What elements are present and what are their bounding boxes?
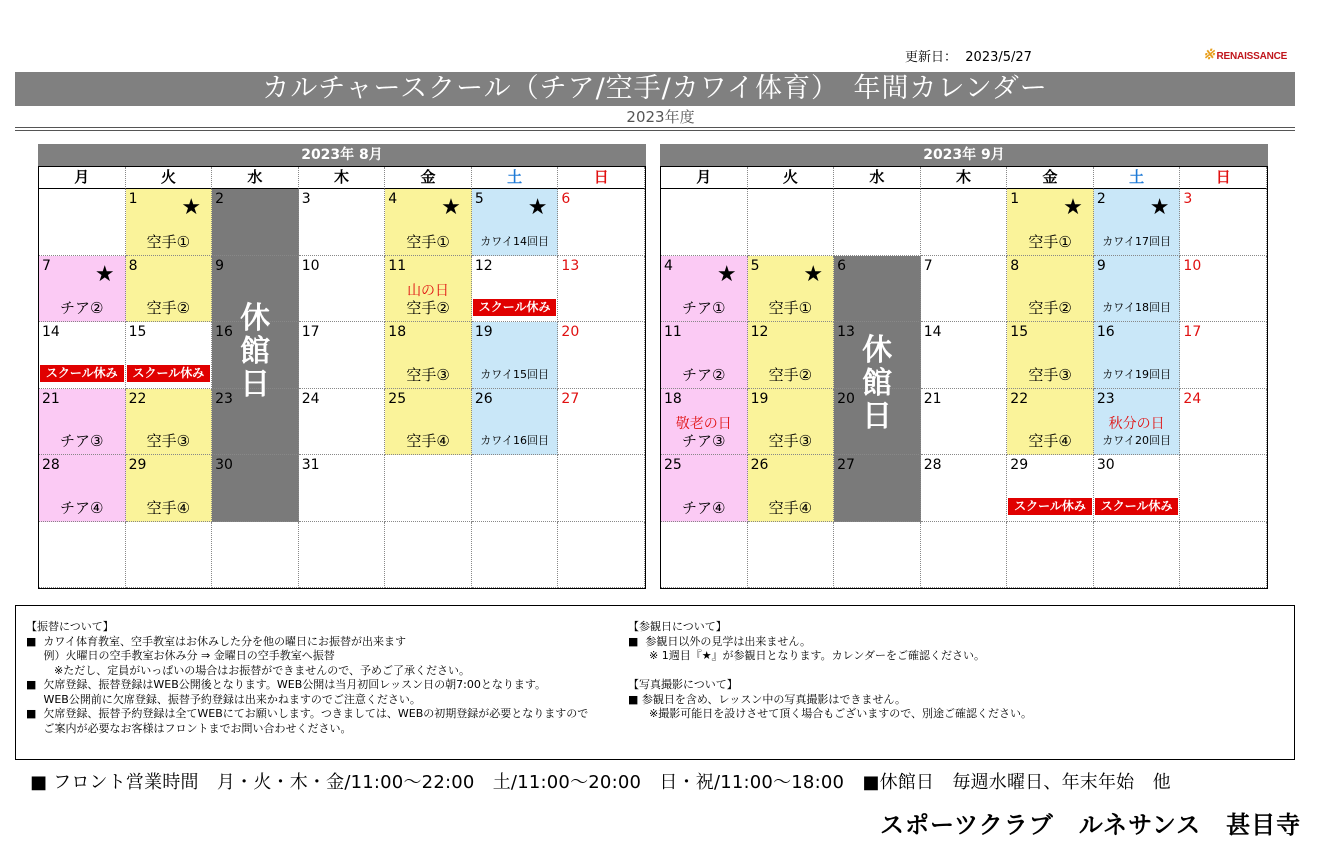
day-number: 10 bbox=[1183, 257, 1202, 274]
day-number: 27 bbox=[837, 457, 855, 473]
lesson-label: 空手④ bbox=[768, 498, 813, 517]
calendar-day-cell bbox=[472, 455, 559, 522]
calendar-month-title: 2023年 8月 bbox=[38, 144, 646, 166]
weekday-header: 火 bbox=[126, 167, 213, 189]
calendar-day-cell bbox=[748, 256, 835, 323]
day-number: 1 bbox=[128, 191, 138, 207]
lesson-label: 空手③ bbox=[768, 432, 813, 450]
day-number: 7 bbox=[923, 257, 933, 274]
day-number: 20 bbox=[561, 324, 580, 340]
lesson-label: 空手② bbox=[406, 299, 450, 317]
note-line: 【振替について】 bbox=[26, 620, 114, 633]
calendar-day-cell bbox=[126, 455, 213, 522]
page-title: カルチャースクール（チア/空手/カワイ体育） 年間カレンダー bbox=[15, 72, 1295, 106]
calendar-day-cell bbox=[748, 189, 835, 256]
lesson-label: 空手③ bbox=[146, 432, 191, 450]
day-number: 18 bbox=[664, 390, 682, 407]
note-line: 【参観日について】 bbox=[628, 620, 727, 633]
lesson-label: チア④ bbox=[60, 498, 104, 517]
updated-date: 更新日： 2023/5/27 bbox=[905, 50, 1032, 65]
note-line: ※ 1週目『★』が参観日となります。カレンダーをご確認ください。 bbox=[628, 649, 985, 662]
day-number: 18 bbox=[388, 324, 407, 340]
calendar-day-cell bbox=[1180, 322, 1267, 389]
lesson-label: 空手④ bbox=[406, 432, 450, 450]
day-number: 23 bbox=[215, 390, 233, 407]
school-off-badge: スクール休み bbox=[1008, 498, 1092, 515]
day-number: 27 bbox=[561, 390, 580, 407]
calendar-day-cell bbox=[748, 522, 835, 589]
note-line: ※撮影可能日を設けさせて頂く場合もございますので、別途ご確認ください。 bbox=[628, 707, 1032, 720]
calendar-day-cell bbox=[385, 256, 472, 323]
lesson-label: 空手② bbox=[768, 365, 813, 384]
day-number: 9 bbox=[1096, 257, 1106, 274]
calendar-august bbox=[38, 144, 646, 589]
day-number: 29 bbox=[128, 457, 147, 473]
closed-day-label bbox=[857, 334, 897, 433]
calendar-day-cell bbox=[126, 522, 213, 589]
day-number: 11 bbox=[388, 257, 407, 274]
day-number: 5 bbox=[474, 191, 484, 207]
school-off-badge: スクール休み bbox=[473, 299, 557, 316]
calendar-day-cell bbox=[1094, 522, 1181, 589]
closed-day-char: 日 bbox=[240, 367, 271, 402]
calendar-day-cell bbox=[1180, 455, 1267, 522]
weekday-header: 月 bbox=[661, 167, 748, 189]
weekday-header: 木 bbox=[299, 167, 386, 189]
open-house-star-icon: ★ bbox=[1149, 195, 1170, 220]
renaissance-logo: ※ RENAISSANCE bbox=[1203, 46, 1288, 62]
day-number: 24 bbox=[1183, 390, 1202, 407]
lesson-label: 空手① bbox=[768, 299, 813, 317]
weekday-header: 日 bbox=[558, 167, 645, 189]
open-house-star-icon: ★ bbox=[441, 195, 461, 220]
weekday-header: 月 bbox=[39, 167, 126, 189]
calendar-day-cell bbox=[1180, 522, 1267, 589]
day-number: 17 bbox=[301, 324, 320, 340]
day-number: 15 bbox=[128, 324, 147, 340]
calendar-day-cell bbox=[39, 322, 126, 389]
calendar-day-cell bbox=[661, 522, 748, 589]
day-number: 4 bbox=[388, 191, 398, 207]
day-number: 8 bbox=[128, 257, 138, 274]
lesson-label: チア② bbox=[60, 299, 104, 317]
note-line: ■ カワイ体育教室、空手教室はお休みした分を他の曜日にお振替が出来ます bbox=[26, 634, 407, 648]
calendar-day-cell bbox=[299, 322, 386, 389]
calendar-day-cell bbox=[1094, 455, 1181, 522]
day-number: 4 bbox=[664, 257, 673, 274]
calendar-day-cell bbox=[834, 189, 921, 256]
lesson-label: カワイ15回目 bbox=[480, 367, 549, 381]
note-line: ご案内が必要なお客様はフロントまでお問い合わせください。 bbox=[26, 721, 352, 735]
calendar-day-cell bbox=[558, 455, 645, 522]
day-number: 2 bbox=[1096, 191, 1106, 207]
calendar-day-cell bbox=[748, 322, 835, 389]
weekday-header: 水 bbox=[212, 167, 299, 189]
day-number: 17 bbox=[1183, 324, 1202, 340]
day-number: 31 bbox=[301, 457, 320, 473]
calendar-day-cell bbox=[1007, 322, 1094, 389]
calendar-day-cell bbox=[126, 322, 213, 389]
calendar-day-cell bbox=[39, 455, 126, 522]
weekday-header: 土 bbox=[1094, 167, 1181, 189]
calendar-day-cell bbox=[834, 522, 921, 589]
day-number: 13 bbox=[837, 324, 855, 340]
calendar-day-cell bbox=[39, 389, 126, 456]
calendar-day-cell bbox=[748, 455, 835, 522]
calendar-day-cell bbox=[661, 455, 748, 522]
weekday-header: 金 bbox=[385, 167, 472, 189]
notes-left-column bbox=[26, 620, 588, 736]
day-number: 9 bbox=[215, 257, 225, 274]
calendar-day-cell bbox=[472, 322, 559, 389]
calendar-day-cell bbox=[385, 322, 472, 389]
calendar-day-cell bbox=[834, 256, 921, 323]
day-number: 21 bbox=[42, 390, 60, 407]
calendar-day-cell bbox=[472, 256, 559, 323]
calendar-day-cell bbox=[472, 522, 559, 589]
holiday-label: 秋分の日 bbox=[1108, 415, 1165, 432]
day-number: 13 bbox=[561, 257, 580, 274]
lesson-label: カワイ18回目 bbox=[1102, 301, 1171, 314]
lesson-label: チア① bbox=[682, 299, 726, 317]
club-name: スポーツクラブ ルネサンス 甚目寺 bbox=[880, 811, 1302, 839]
lesson-label: 空手① bbox=[146, 232, 191, 251]
day-number: 29 bbox=[1010, 457, 1029, 473]
calendar-grid bbox=[660, 166, 1268, 589]
divider bbox=[15, 130, 1295, 131]
calendar-day-cell bbox=[299, 455, 386, 522]
calendar-day-cell bbox=[299, 256, 386, 323]
note-line: 例）火曜日の空手教室お休み分 ⇒ 金曜日の空手教室へ振替 bbox=[26, 649, 335, 662]
day-number: 30 bbox=[215, 457, 233, 473]
notes-box bbox=[15, 605, 1295, 760]
calendar-day-cell bbox=[661, 256, 748, 323]
calendar-day-cell bbox=[1007, 522, 1094, 589]
day-number: 21 bbox=[923, 390, 942, 407]
calendar-day-cell bbox=[558, 389, 645, 456]
calendar-day-cell bbox=[1180, 256, 1267, 323]
open-house-star-icon: ★ bbox=[716, 261, 737, 287]
note-line: 【写真撮影について】 bbox=[628, 678, 738, 691]
open-house-star-icon: ★ bbox=[94, 261, 115, 287]
lesson-label: チア② bbox=[682, 365, 726, 384]
calendar-day-cell bbox=[385, 455, 472, 522]
calendar-day-cell bbox=[472, 389, 559, 456]
lesson-label: 空手③ bbox=[406, 365, 450, 384]
lesson-label: 空手④ bbox=[1028, 432, 1072, 450]
day-number: 25 bbox=[664, 457, 682, 473]
front-desk-hours: ■ フロント営業時間 月・火・木・金/11:00〜22:00 土/11:00〜20:00 日・祝/11:00〜18:00 ■休館日 毎週水曜日、年末年始 他 bbox=[30, 772, 1171, 793]
holiday-label: 敬老の日 bbox=[675, 415, 732, 432]
closed-day-char: 館 bbox=[862, 366, 893, 401]
calendar-grid bbox=[38, 166, 646, 589]
note-line: ■ 参観日を含め、レッスン中の写真撮影はできません。 bbox=[628, 692, 906, 706]
open-house-star-icon: ★ bbox=[527, 195, 548, 220]
weekday-header: 土 bbox=[472, 167, 559, 189]
closed-day-char: 日 bbox=[862, 399, 893, 434]
day-number: 26 bbox=[750, 457, 769, 473]
day-number: 12 bbox=[474, 257, 493, 274]
note-line bbox=[628, 664, 1032, 679]
calendar-day-cell bbox=[385, 522, 472, 589]
day-number: 1 bbox=[1010, 191, 1020, 207]
day-number: 23 bbox=[1096, 390, 1115, 407]
lesson-label: 空手① bbox=[1028, 232, 1072, 251]
day-number: 10 bbox=[301, 257, 320, 274]
calendar-day-cell bbox=[212, 455, 299, 522]
weekday-header: 木 bbox=[921, 167, 1008, 189]
day-number: 19 bbox=[474, 324, 493, 340]
calendar-day-cell bbox=[212, 522, 299, 589]
calendar-day-cell bbox=[1007, 256, 1094, 323]
day-number: 22 bbox=[128, 390, 147, 407]
day-number: 30 bbox=[1096, 457, 1115, 473]
lesson-label: 空手③ bbox=[1028, 365, 1072, 384]
calendar-day-cell bbox=[126, 389, 213, 456]
calendar-day-cell bbox=[558, 256, 645, 323]
calendar-day-cell bbox=[1094, 322, 1181, 389]
day-number: 2 bbox=[215, 191, 225, 207]
closed-day-label bbox=[235, 302, 275, 401]
open-house-star-icon: ★ bbox=[181, 195, 202, 220]
day-number: 16 bbox=[215, 324, 233, 340]
calendar-day-cell bbox=[921, 389, 1008, 456]
holiday-label: 山の日 bbox=[407, 282, 450, 299]
day-number: 14 bbox=[923, 324, 942, 340]
day-number: 7 bbox=[42, 257, 51, 274]
day-number: 25 bbox=[388, 390, 407, 407]
calendar-day-cell bbox=[299, 389, 386, 456]
open-house-star-icon: ★ bbox=[1063, 195, 1083, 220]
calendar-day-cell bbox=[1007, 455, 1094, 522]
closed-day-char: 休 bbox=[240, 301, 271, 336]
note-line: ■ 欠席登録、振替登録はWEB公開後となります。WEB公開は当月初回レッスン日の朝7:00となります。 bbox=[26, 678, 546, 691]
calendar-day-cell bbox=[385, 389, 472, 456]
calendar-day-cell bbox=[558, 322, 645, 389]
calendar-day-cell bbox=[661, 389, 748, 456]
school-off-badge: スクール休み bbox=[127, 365, 211, 382]
day-number: 28 bbox=[923, 457, 942, 473]
weekday-header: 水 bbox=[834, 167, 921, 189]
school-off-badge: スクール休み bbox=[1095, 498, 1179, 515]
calendar-day-cell bbox=[126, 256, 213, 323]
calendar-day-cell bbox=[661, 189, 748, 256]
calendar-day-cell bbox=[299, 189, 386, 256]
day-number: 6 bbox=[837, 257, 847, 274]
calendar-day-cell bbox=[126, 189, 213, 256]
school-off-badge: スクール休み bbox=[40, 365, 124, 382]
lesson-label: 空手④ bbox=[146, 498, 191, 517]
calendar-day-cell bbox=[385, 189, 472, 256]
divider bbox=[15, 127, 1295, 128]
notes-right-column bbox=[628, 620, 1032, 722]
day-number: 20 bbox=[837, 390, 855, 407]
lesson-label: カワイ14回目 bbox=[480, 234, 549, 248]
lesson-label: カワイ19回目 bbox=[1102, 367, 1171, 381]
lesson-label: 空手② bbox=[146, 299, 191, 317]
lesson-label: カワイ17回目 bbox=[1102, 234, 1171, 248]
calendar-day-cell bbox=[212, 189, 299, 256]
day-number: 19 bbox=[750, 390, 769, 407]
day-number: 6 bbox=[561, 191, 571, 207]
calendar-day-cell bbox=[1180, 389, 1267, 456]
calendar-day-cell bbox=[558, 189, 645, 256]
calendar-day-cell bbox=[1007, 189, 1094, 256]
day-number: 3 bbox=[301, 191, 311, 207]
calendar-day-cell bbox=[834, 455, 921, 522]
weekday-header: 金 bbox=[1007, 167, 1094, 189]
fiscal-year: 2023年度 bbox=[626, 108, 695, 126]
weekday-header: 日 bbox=[1180, 167, 1267, 189]
calendar-day-cell bbox=[921, 189, 1008, 256]
calendar-day-cell bbox=[921, 322, 1008, 389]
calendar-day-cell bbox=[558, 522, 645, 589]
calendar-day-cell bbox=[921, 455, 1008, 522]
calendar-day-cell bbox=[921, 522, 1008, 589]
day-number: 22 bbox=[1010, 390, 1029, 407]
calendar-day-cell bbox=[1180, 189, 1267, 256]
day-number: 8 bbox=[1010, 257, 1020, 274]
note-line: ■ 参観日以外の見学は出来ません。 bbox=[628, 634, 812, 648]
day-number: 16 bbox=[1096, 324, 1115, 340]
calendar-day-cell bbox=[1094, 389, 1181, 456]
calendar-day-cell bbox=[748, 389, 835, 456]
calendar-day-cell bbox=[39, 189, 126, 256]
calendar-day-cell bbox=[921, 256, 1008, 323]
lesson-label: 空手② bbox=[1028, 299, 1072, 317]
calendar-day-cell bbox=[472, 189, 559, 256]
lesson-label: カワイ20回目 bbox=[1102, 434, 1171, 447]
lesson-label: 空手① bbox=[406, 232, 450, 251]
calendar-day-cell bbox=[299, 522, 386, 589]
calendar-september bbox=[660, 144, 1268, 589]
day-number: 3 bbox=[1183, 191, 1193, 207]
calendar-day-cell bbox=[1094, 189, 1181, 256]
calendar-day-cell bbox=[39, 256, 126, 323]
weekday-header: 火 bbox=[748, 167, 835, 189]
day-number: 15 bbox=[1010, 324, 1029, 340]
logo-mark-icon: ※ bbox=[1203, 46, 1215, 62]
day-number: 11 bbox=[664, 324, 682, 340]
note-line: WEB公開前に欠席登録、振替予約登録は出来かねますのでご注意ください。 bbox=[26, 692, 421, 706]
lesson-label: チア④ bbox=[682, 498, 726, 517]
closed-day-char: 館 bbox=[240, 334, 271, 369]
open-house-star-icon: ★ bbox=[803, 261, 824, 287]
calendar-day-cell bbox=[1007, 389, 1094, 456]
closed-day-char: 休 bbox=[862, 333, 893, 368]
calendar-day-cell bbox=[39, 522, 126, 589]
calendar-day-cell bbox=[661, 322, 748, 389]
lesson-label: チア③ bbox=[682, 432, 726, 450]
lesson-label: カワイ16回目 bbox=[480, 434, 549, 447]
day-number: 14 bbox=[42, 324, 60, 340]
calendar-day-cell bbox=[1094, 256, 1181, 323]
day-number: 24 bbox=[301, 390, 320, 407]
lesson-label: チア③ bbox=[60, 432, 104, 450]
calendar-month-title: 2023年 9月 bbox=[660, 144, 1268, 166]
day-number: 28 bbox=[42, 457, 60, 473]
day-number: 26 bbox=[474, 390, 493, 407]
note-line: ※ただし、定員がいっぱいの場合はお振替ができませんので、予めご了承ください。 bbox=[26, 663, 470, 677]
note-line: ■ 欠席登録、振替予約登録は全てWEBにてお願いします。つきましては、WEBの初期登録が必要となりますので bbox=[26, 707, 589, 720]
day-number: 5 bbox=[750, 257, 760, 274]
day-number: 12 bbox=[750, 324, 769, 340]
